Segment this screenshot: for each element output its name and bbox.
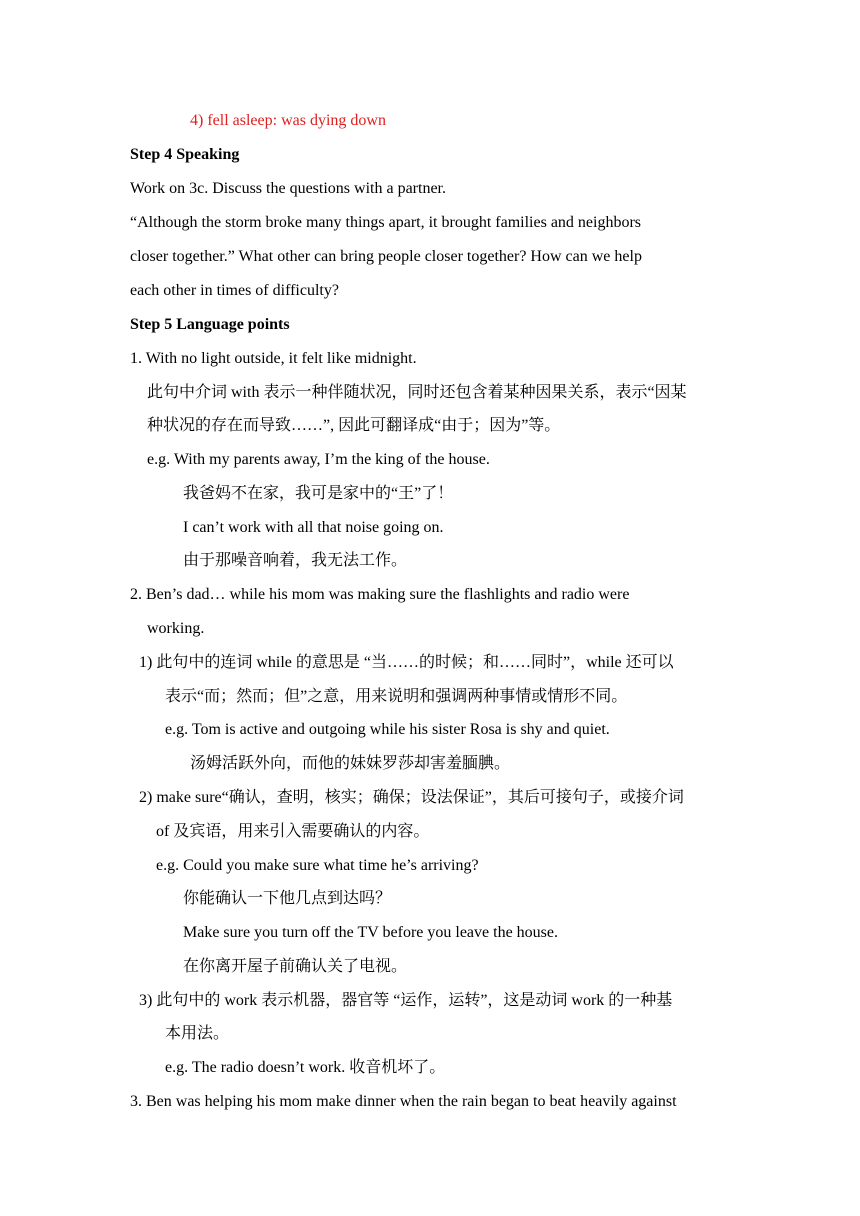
point-2-sub-1-line-1: 1) 此句中的连词 while 的意思是 “当……的时候；和……同时”，while 还可以 — [139, 654, 674, 671]
point-2-sub-1-example-translation: 汤姆活跃外向，而他的妹妹罗莎却害羞腼腆。 — [190, 755, 511, 772]
point-2-sub-3-line-2: 本用法。 — [165, 1025, 230, 1042]
speaking-quote-line-3: each other in times of difficulty? — [130, 282, 339, 299]
point-2-sentence-line-1: 2. Ben’s dad… while his mom was making sure the flashlights and radio were — [130, 586, 630, 603]
point-2-sub-2-line-1: 2) make sure“确认，查明，核实；确保；设法保证”，其后可接句子，或接介词 — [139, 789, 684, 806]
speaking-instruction: Work on 3c. Discuss the questions with a partner. — [130, 180, 446, 197]
point-2-sub-3-line-1: 3) 此句中的 work 表示机器，器官等 “运作，运转”，这是动词 work 的一种基 — [139, 992, 673, 1009]
point-2-sub-1-line-2: 表示“而；然而；但”之意，用来说明和强调两种事情或情形不同。 — [165, 688, 628, 705]
point-2-sub-2-example-2-translation: 在你离开屋子前确认关了电视。 — [183, 958, 408, 975]
point-1-example-2: I can’t work with all that noise going on. — [183, 519, 444, 536]
point-2-sub-2-line-2: of 及宾语，用来引入需要确认的内容。 — [156, 823, 430, 840]
answer-item-4: 4) fell asleep: was dying down — [190, 112, 386, 129]
speaking-quote-line-1: “Although the storm broke many things apart, it brought families and neighbors — [130, 214, 642, 231]
point-1-example-1-translation: 我爸妈不在家，我可是家中的“王”了！ — [183, 485, 454, 502]
point-1-example-1: e.g. With my parents away, I’m the king of the house. — [147, 451, 490, 468]
speaking-quote-line-2: closer together.” What other can bring people closer together? How can we help — [130, 248, 642, 265]
point-1-explanation-line-2: 种状况的存在而导致……”, 因此可翻译成“由于；因为”等。 — [147, 417, 561, 434]
point-2-sub-2-example-1-translation: 你能确认一下他几点到达吗？ — [183, 890, 392, 907]
point-2-sub-2-example-2: Make sure you turn off the TV before you leave the house. — [183, 924, 559, 941]
step-5-heading: Step 5 Language points — [130, 316, 290, 333]
point-2-sub-3-example: e.g. The radio doesn’t work. 收音机坏了。 — [165, 1059, 446, 1076]
point-2-sub-2-example-1: e.g. Could you make sure what time he’s arriving? — [156, 857, 479, 874]
point-1-example-2-translation: 由于那噪音响着，我无法工作。 — [183, 552, 408, 569]
point-1-sentence: 1. With no light outside, it felt like midnight. — [130, 350, 417, 367]
step-4-heading: Step 4 Speaking — [130, 146, 240, 163]
point-2-sub-1-example: e.g. Tom is active and outgoing while his sister Rosa is shy and quiet. — [165, 721, 610, 738]
point-1-explanation-line-1: 此句中介词 with 表示一种伴随状况，同时还包含着某种因果关系，表示“因某 — [147, 384, 687, 401]
point-2-sentence-line-2: working. — [147, 620, 205, 637]
point-3-sentence: 3. Ben was helping his mom make dinner when the rain began to beat heavily against — [130, 1093, 677, 1110]
